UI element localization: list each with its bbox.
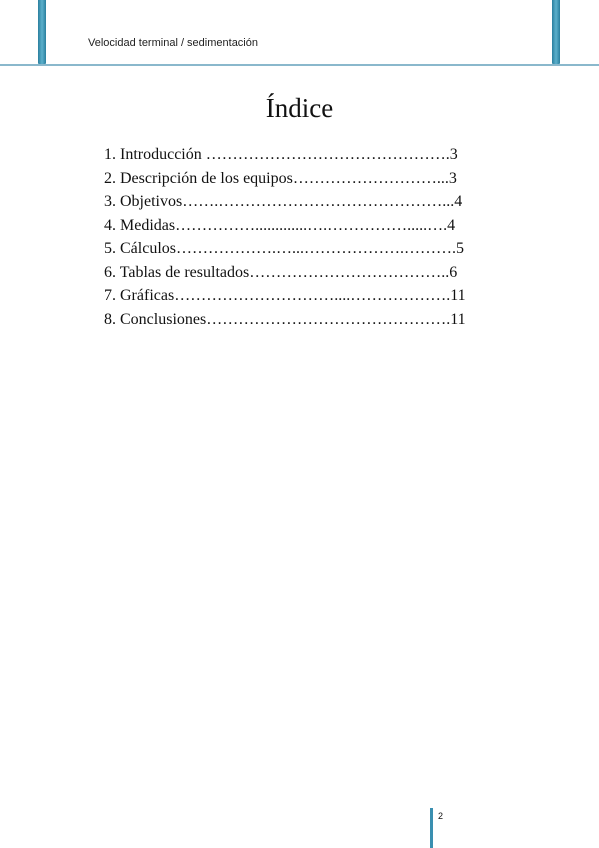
toc-entry-objetivos: 3. Objetivos…….……………………………………...4: [104, 193, 463, 210]
footer-decor-bar: [430, 808, 433, 848]
toc-entry-graficas: 7. Gráficas…………………………....……………….11: [104, 287, 466, 304]
header-decor-bar-right: [552, 0, 560, 64]
toc-entry-descripcion-equipos: 2. Descripción de los equipos………………………...3: [104, 169, 457, 187]
toc-entry-calculos: 5. Cálculos……………….…...……………….……….5: [104, 240, 464, 257]
toc-entry-conclusiones: 8. Conclusiones……………………………………….11: [104, 310, 466, 328]
toc-entry-tablas-resultados: 6. Tablas de resultados………………………………..6: [104, 263, 458, 281]
header-decor-bar-left: [38, 0, 46, 64]
running-header: Velocidad terminal / sedimentación: [88, 37, 258, 49]
page-number: 2: [438, 811, 444, 821]
toc-entry-introduccion: 1. Introducción ……………………………………….3: [104, 146, 458, 163]
page-title: Índice: [265, 93, 334, 123]
header-rule: [0, 64, 599, 66]
toc-entry-medidas: 4. Medidas…………….............….…………….....….4: [104, 216, 456, 234]
table-of-contents: [104, 143, 510, 331]
